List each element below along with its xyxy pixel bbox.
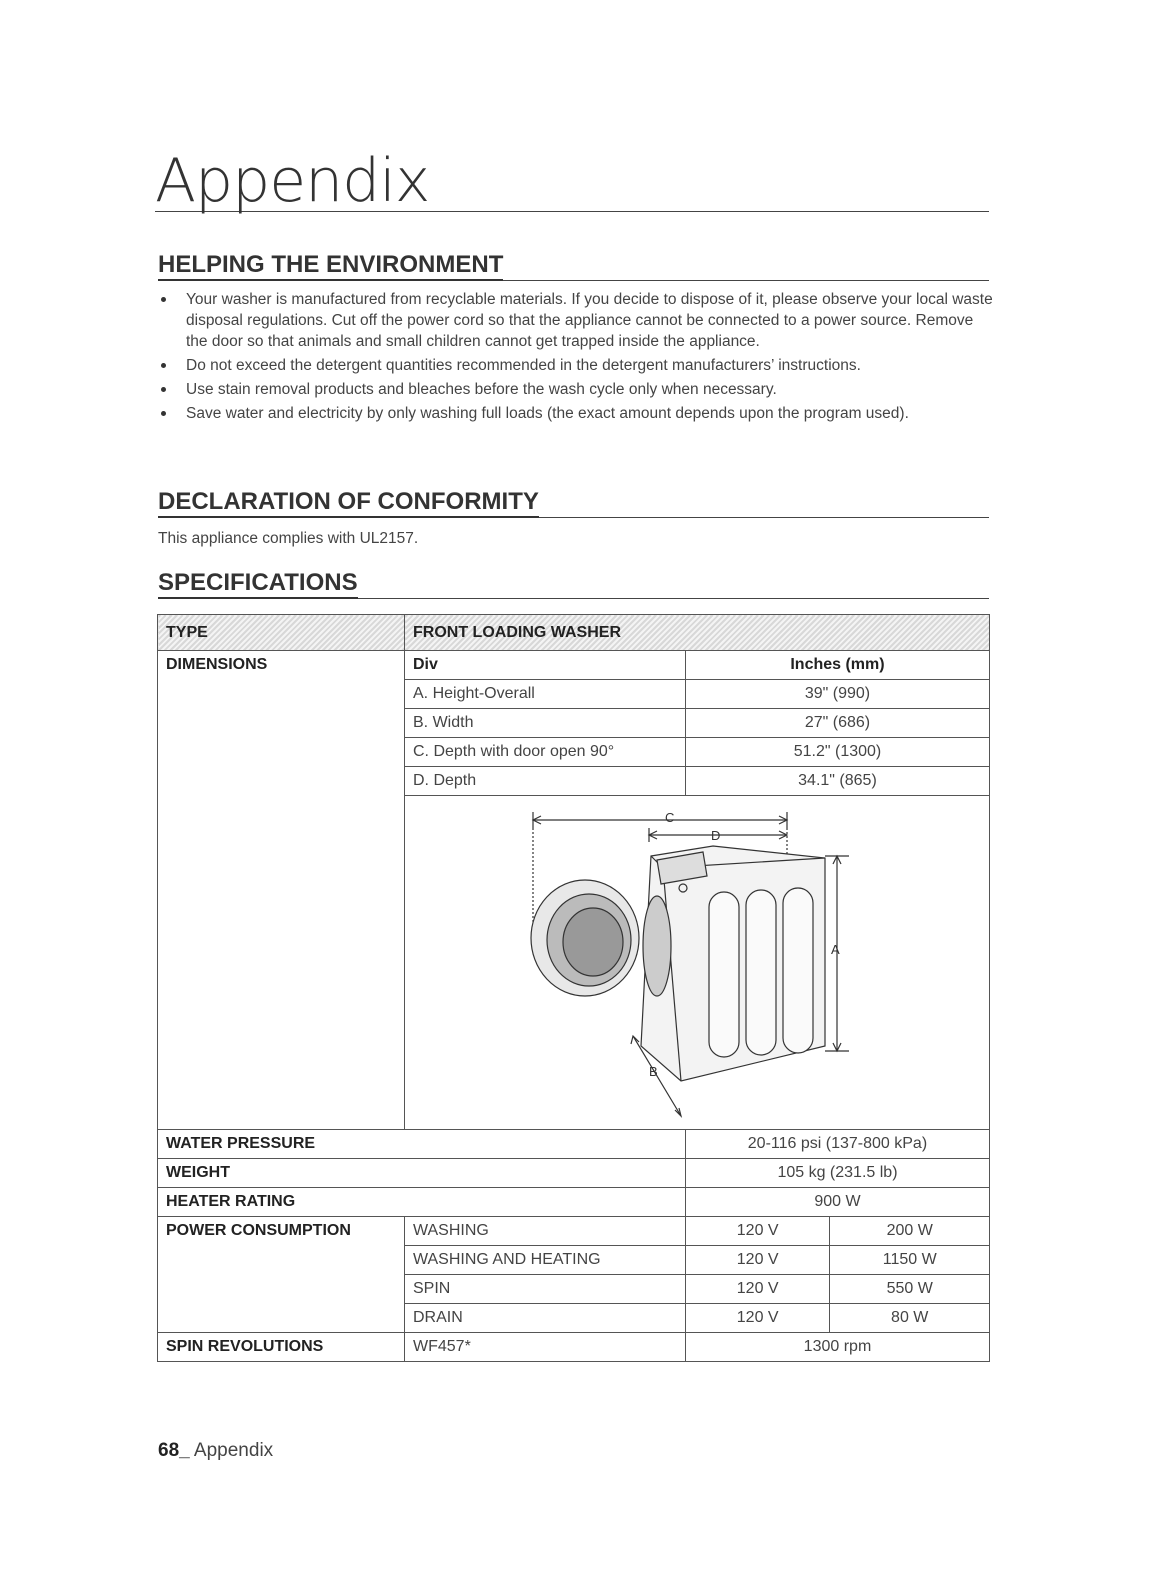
power-watts: 1150 W <box>830 1246 990 1275</box>
power-voltage: 120 V <box>685 1217 829 1246</box>
list-item: Use stain removal products and bleaches before the wash cycle only when necessary. <box>158 379 993 400</box>
power-watts: 550 W <box>830 1275 990 1304</box>
dimension-name: B. Width <box>405 709 686 738</box>
table-row <box>158 1130 990 1159</box>
dimensions-label: DIMENSIONS <box>158 651 405 1130</box>
weight-value: 105 kg (231.5 lb) <box>685 1159 989 1188</box>
table-row <box>158 651 990 680</box>
weight-label: WEIGHT <box>158 1159 686 1188</box>
dimension-value: 39" (990) <box>685 680 989 709</box>
dimension-value: 27" (686) <box>685 709 989 738</box>
power-watts: 200 W <box>830 1217 990 1246</box>
dimension-value: 51.2" (1300) <box>685 738 989 767</box>
power-mode: DRAIN <box>405 1304 686 1333</box>
table-row <box>158 1188 990 1217</box>
diagram-label-a: A <box>831 942 840 957</box>
power-watts: 80 W <box>830 1304 990 1333</box>
diagram-label-c: C <box>665 810 675 825</box>
type-value: FRONT LOADING WASHER <box>405 615 990 651</box>
footer-section: Appendix <box>189 1440 274 1461</box>
type-label: TYPE <box>158 615 405 651</box>
div-label: Div <box>405 651 686 680</box>
washer-dimension-diagram <box>413 796 981 1129</box>
dimension-name: A. Height-Overall <box>405 680 686 709</box>
spin-label: SPIN REVOLUTIONS <box>158 1333 405 1362</box>
power-voltage: 120 V <box>685 1246 829 1275</box>
water-pressure-label: WATER PRESSURE <box>158 1130 686 1159</box>
diagram-label-b: B <box>649 1064 658 1079</box>
unit-label: Inches (mm) <box>685 651 989 680</box>
washer-diagram-cell <box>405 796 990 1130</box>
table-row <box>158 1333 990 1362</box>
list-item: Your washer is manufactured from recyclable materials. If you decide to dispose of it, please observe your local waste disposal regulations. Cut off the power cord so that the appliance cannot be connected to a power source. Remove the door so that animals and small children cannot get trapped inside the appliance. <box>158 289 993 352</box>
heater-label: HEATER RATING <box>158 1188 686 1217</box>
spin-model: WF457* <box>405 1333 686 1362</box>
dimension-value: 34.1" (865) <box>685 767 989 796</box>
diagram-label-d: D <box>711 828 721 843</box>
power-mode: SPIN <box>405 1275 686 1304</box>
table-row <box>158 1217 990 1246</box>
power-mode: WASHING <box>405 1217 686 1246</box>
conformity-heading: DECLARATION OF CONFORMITY <box>158 489 989 518</box>
power-mode: WASHING AND HEATING <box>405 1246 686 1275</box>
power-label: POWER CONSUMPTION <box>158 1217 405 1333</box>
table-row <box>158 1159 990 1188</box>
conformity-text: This appliance complies with UL2157. <box>158 530 419 547</box>
power-voltage: 120 V <box>685 1275 829 1304</box>
spin-value: 1300 rpm <box>685 1333 989 1362</box>
environment-list <box>158 289 993 427</box>
list-item: Do not exceed the detergent quantities recommended in the detergent manufacturers’ instructions. <box>158 355 993 376</box>
dimension-name: D. Depth <box>405 767 686 796</box>
environment-heading: HELPING THE ENVIRONMENT <box>158 252 989 281</box>
power-voltage: 120 V <box>685 1304 829 1333</box>
page-footer <box>158 1440 273 1462</box>
heater-value: 900 W <box>685 1188 989 1217</box>
page-title: Appendix <box>155 150 989 212</box>
dimension-name: C. Depth with door open 90° <box>405 738 686 767</box>
list-item: Save water and electricity by only washing full loads (the exact amount depends upon the program used). <box>158 403 993 424</box>
table-row <box>158 615 990 651</box>
specifications-heading: SPECIFICATIONS <box>158 570 989 599</box>
water-pressure-value: 20-116 psi (137-800 kPa) <box>685 1130 989 1159</box>
specifications-table <box>157 614 990 1362</box>
page-number: 68_ <box>158 1440 190 1461</box>
